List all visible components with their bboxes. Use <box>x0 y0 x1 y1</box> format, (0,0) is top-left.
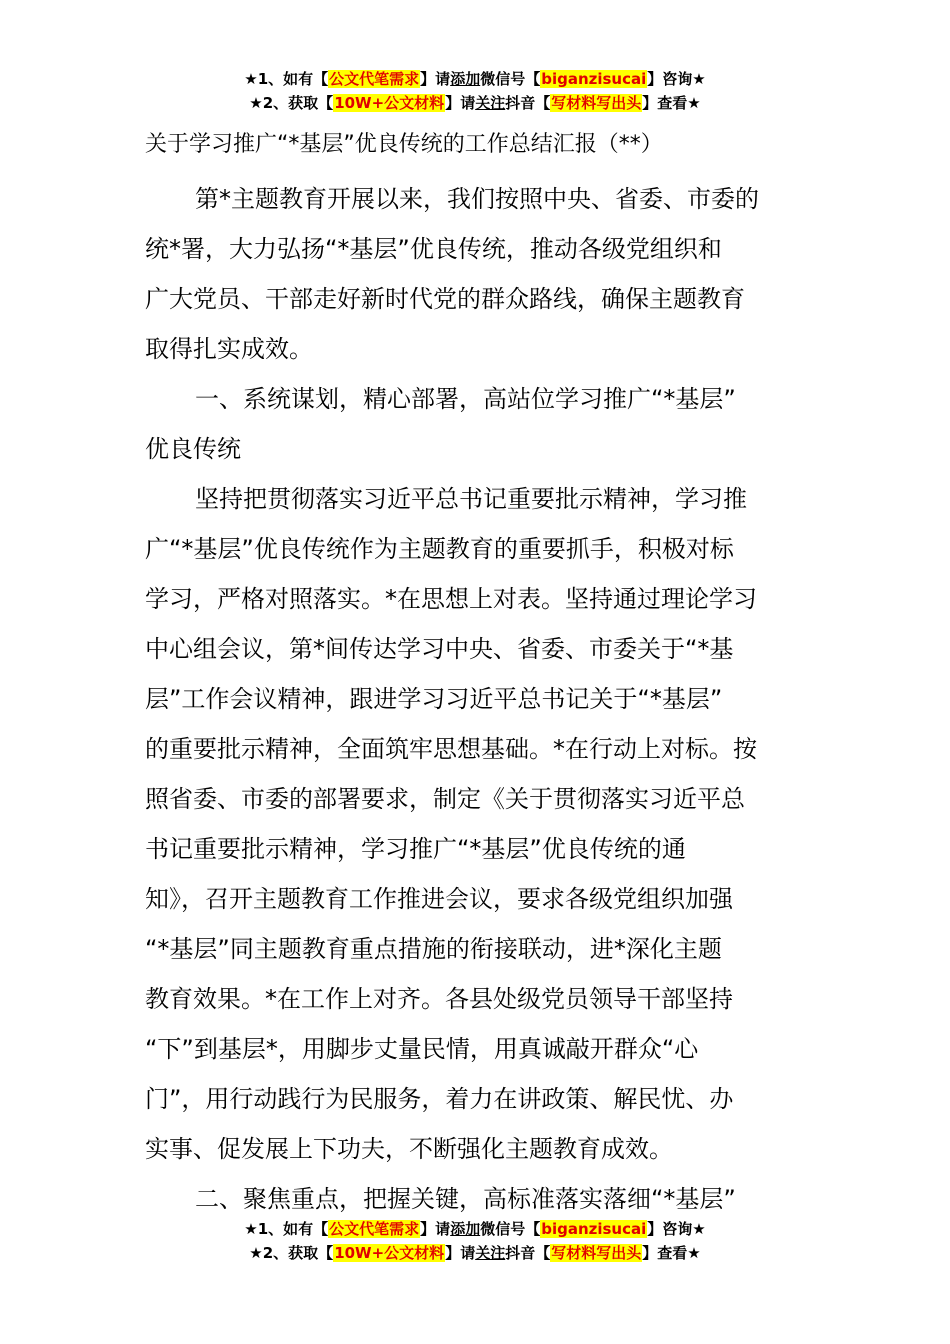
banner-highlight: 10W+公文材料 <box>334 1244 445 1262</box>
banner-text: 】请 <box>420 70 451 88</box>
banner-highlight: 公文代笔需求 <box>329 70 420 88</box>
banner-text: ★1、如有【 <box>244 1220 329 1238</box>
banner-text: 】咨询★ <box>647 1220 706 1238</box>
text-line: 广大党员、干部走好新时代党的群众路线，确保主题教育 <box>145 285 745 313</box>
banner-text: 微信号【 <box>480 1220 541 1238</box>
banner-line-2 <box>0 92 950 116</box>
text-line: 知》，召开主题教育工作推进会议，要求各级党组织加强 <box>145 885 733 913</box>
text-line: 二、聚焦重点，把握关键，高标准落实落细“*基层” <box>195 1185 736 1213</box>
banner-line-1 <box>0 1218 950 1242</box>
text-line: “下”到基层*，用脚步丈量民情，用真诚敲开群众“心 <box>145 1035 699 1063</box>
banner-highlight: 写材料写出头 <box>551 1244 642 1262</box>
text-line: 层”工作会议精神，跟进学习习近平总书记关于“*基层” <box>145 685 723 713</box>
footer-banner <box>0 1218 950 1266</box>
text-line: 中心组会议，第*间传达学习中央、省委、市委关于“*基 <box>145 635 734 663</box>
banner-line-1 <box>0 68 950 92</box>
banner-text: ★1、如有【 <box>244 70 329 88</box>
paragraph-intro <box>145 174 810 374</box>
text-line: 取得扎实成效。 <box>145 335 313 363</box>
text-line: 一、系统谋划，精心部署，高站位学习推广“*基层” <box>195 385 736 413</box>
banner-wechat-id: biganzisucai <box>541 1220 647 1238</box>
header-banner <box>0 68 950 116</box>
banner-underlined: 关注 <box>475 94 506 112</box>
banner-highlight: 公文代笔需求 <box>329 1220 420 1238</box>
banner-highlight: 10W+公文材料 <box>334 94 445 112</box>
text-line: 门”，用行动践行为民服务，着力在讲政策、解民忧、办 <box>145 1085 734 1113</box>
paragraph-section-1 <box>145 474 810 1174</box>
text-line: 坚持把贯彻落实习近平总书记重要批示精神，学习推 <box>195 485 747 513</box>
banner-text: ★2、获取【 <box>249 1244 334 1262</box>
text-line: 广“*基层”优良传统作为主题教育的重要抓手，积极对标 <box>145 535 734 563</box>
banner-underlined: 关注 <box>475 1244 506 1262</box>
text-line: 照省委、市委的部署要求，制定《关于贯彻落实习近平总 <box>145 785 745 813</box>
banner-highlight: 写材料写出头 <box>551 94 642 112</box>
section-heading-1 <box>145 374 810 474</box>
document-title: 关于学习推广“*基层”优良传统的工作总结汇报（**） <box>145 132 663 157</box>
text-line: 实事、促发展上下功夫，不断强化主题教育成效。 <box>145 1135 673 1163</box>
banner-text: 】请 <box>420 1220 451 1238</box>
banner-wechat-id: biganzisucai <box>541 70 647 88</box>
banner-text: ★2、获取【 <box>249 94 334 112</box>
banner-text: 微信号【 <box>480 70 541 88</box>
banner-underlined: 添加 <box>450 1220 481 1238</box>
banner-text: 】请 <box>445 94 476 112</box>
text-line: 第*主题教育开展以来，我们按照中央、省委、市委的 <box>195 185 759 213</box>
text-line: 书记重要批示精神，学习推广“*基层”优良传统的通 <box>145 835 686 863</box>
banner-line-2 <box>0 1242 950 1266</box>
banner-text: 】查看★ <box>642 94 701 112</box>
text-line: “*基层”同主题教育重点措施的衔接联动，进*深化主题 <box>145 935 722 963</box>
document-body <box>145 128 810 1224</box>
banner-text: 】咨询★ <box>647 70 706 88</box>
text-line: 教育效果。*在工作上对齐。各县处级党员领导干部坚持 <box>145 985 733 1013</box>
text-line: 的重要批示精神，全面筑牢思想基础。*在行动上对标。按 <box>145 735 757 763</box>
text-line: 学习，严格对照落实。*在思想上对表。坚持通过理论学习 <box>145 585 757 613</box>
banner-text: 】请 <box>445 1244 476 1262</box>
section-heading-2 <box>145 1174 810 1224</box>
banner-text: 】查看★ <box>642 1244 701 1262</box>
banner-underlined: 添加 <box>450 70 481 88</box>
banner-text: 抖音【 <box>505 1244 551 1262</box>
banner-text: 抖音【 <box>505 94 551 112</box>
text-line: 统*署，大力弘扬“*基层”优良传统，推动各级党组织和 <box>145 235 722 263</box>
text-line: 优良传统 <box>145 435 241 463</box>
